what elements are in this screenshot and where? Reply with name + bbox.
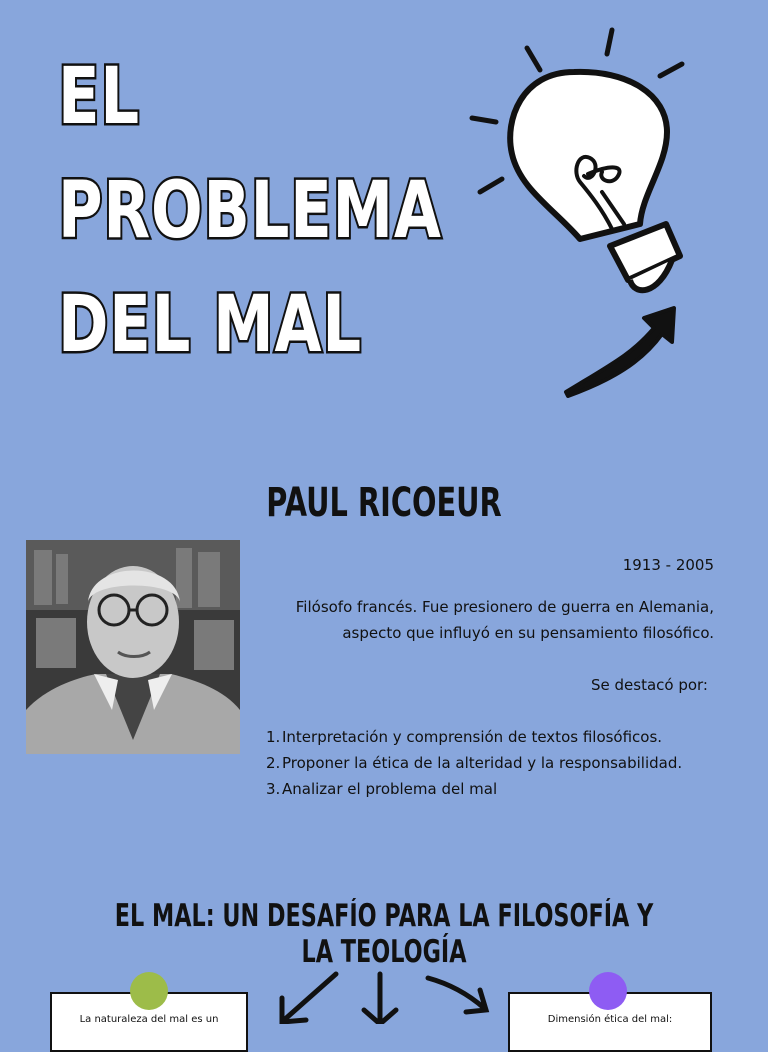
list-item: 2. Proponer la ética de la alteridad y la responsabilidad.	[266, 754, 683, 772]
biography-description: Filósofo francés. Fue presionero de guerra en Alemania, aspecto que influyó en su pensamiento filosófico.	[295, 598, 714, 642]
curved-arrow-icon	[566, 308, 674, 396]
title-line-2: PROBLEMA	[58, 166, 442, 256]
green-dot	[130, 972, 168, 1010]
card-left-text: La naturaleza del mal es un	[79, 1014, 219, 1025]
purple-dot	[589, 972, 627, 1010]
person-name: PAUL RICOEUR	[266, 480, 502, 526]
biography	[258, 552, 714, 802]
life-years: 1913 - 2005	[622, 556, 714, 574]
arrows-group	[270, 966, 500, 1024]
arrow-down-icon	[364, 974, 396, 1024]
title-line-1: EL	[58, 52, 140, 142]
lightbulb-icon	[462, 24, 692, 404]
list-item: 1. Interpretación y comprensión de textos filosóficos.	[266, 728, 663, 746]
contributions-list	[258, 724, 714, 802]
title-line-3: DEL MAL	[58, 280, 362, 370]
section-subtitle: EL MAL: UN DESAFÍO PARA LA FILOSOFÍA Y LA TEOLOGÍA	[114, 898, 654, 970]
highlight-lead: Se destacó por:	[590, 676, 708, 694]
portrait-photo	[26, 540, 240, 754]
arrow-down-left-icon	[282, 974, 336, 1022]
list-item: 3. Analizar el problema del mal	[266, 780, 498, 798]
page-title	[58, 40, 442, 382]
card-right-text: Dimensión ética del mal:	[547, 1014, 673, 1025]
arrow-down-right-icon	[428, 978, 486, 1012]
